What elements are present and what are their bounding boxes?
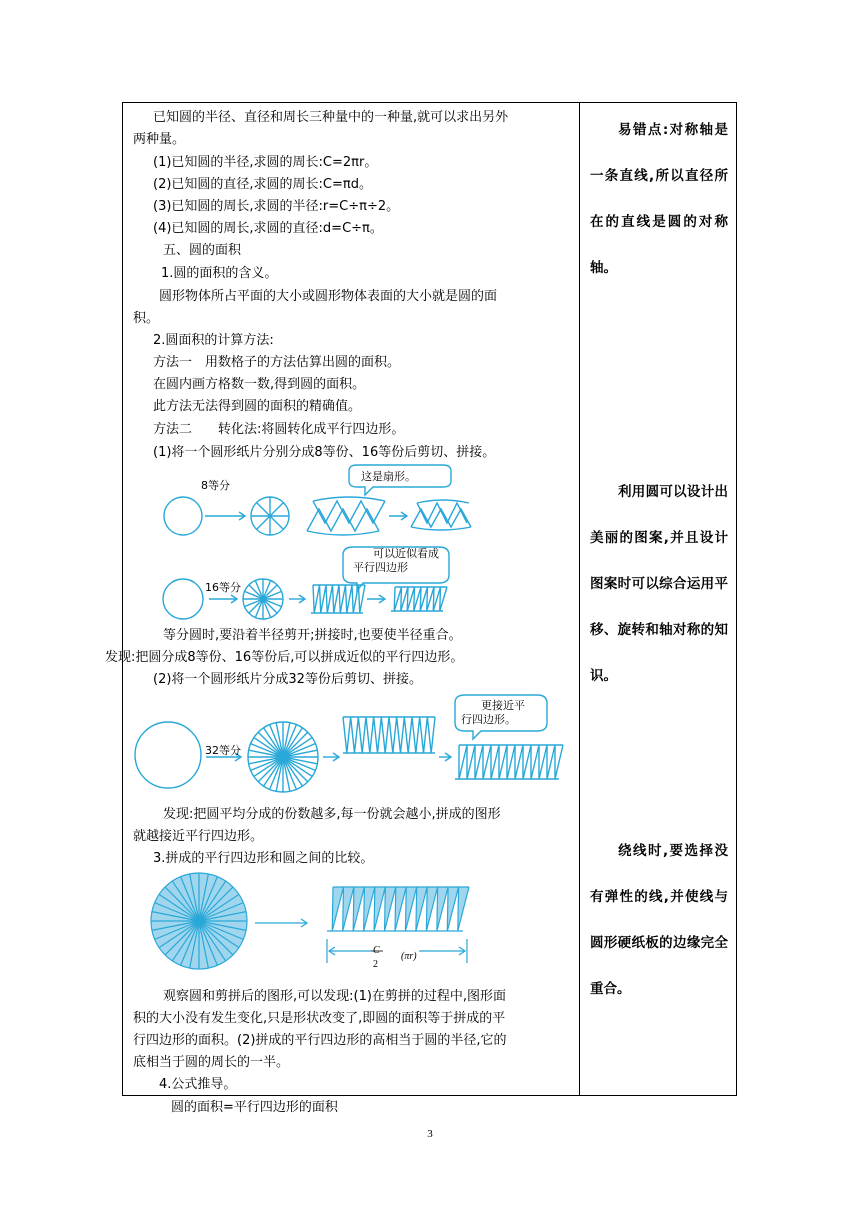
fraction-denominator: 2 — [373, 959, 378, 970]
subheading: 1.圆的面积的含义。 — [161, 266, 278, 281]
text-line: 圆的面积=平行四边形的面积 — [171, 1100, 338, 1115]
text-line: 就越接近平行四边形。 — [133, 829, 264, 844]
radii-8 — [251, 497, 289, 535]
parallelogram-16 — [391, 587, 447, 611]
label-32: 32等分 — [205, 744, 241, 757]
parallelogram-8 — [411, 500, 471, 530]
zigzag-edge — [394, 587, 447, 611]
main-column — [105, 103, 579, 1115]
text-line: 在圆内画方格数一数,得到圆的面积。 — [153, 377, 366, 392]
zigzag-edge — [459, 745, 563, 779]
radii-shaded — [151, 873, 247, 969]
bubble-text-16-a: 可以近似看成 — [373, 547, 439, 560]
shaded-parallelogram — [327, 887, 469, 931]
text-line: 行四边形的面积。(2)拼成的平行四边形的高相当于圆的半径,它的 — [133, 1033, 507, 1048]
radii-32 — [248, 722, 318, 792]
subheading: 3.拼成的平行四边形和圆之间的比较。 — [153, 851, 374, 866]
text-line: 圆形物体所占平面的大小或圆形物体表面的大小就是圆的面 — [159, 289, 498, 304]
circle-whole-3 — [135, 722, 201, 788]
text-line: 观察圆和剪拼后的图形,可以发现:(1)在剪拼的过程中,图形面 — [163, 989, 507, 1004]
text-line: 积。 — [133, 311, 160, 326]
text-line: (1)将一个圆形纸片分别分成8等份、16等份后剪切、拼接。 — [153, 445, 496, 460]
text-line: 等分圆时,要沿着半径剪开;拼接时,也要使半径重合。 — [163, 628, 462, 643]
bubble-text-32-b: 行四边形。 — [461, 713, 516, 726]
note-pattern-design: 利用圆可以设计出美丽的图案,并且设计图案时可以综合运用平移、旋转和轴对称的知识。 — [590, 484, 728, 684]
text-line: 已知圆的半径、直径和周长三种量中的一种量,就可以求出另外 — [153, 110, 509, 125]
zigzag-edge — [343, 717, 435, 753]
note-symmetry-axis: 易错点:对称轴是一条直线,所以直径所在的直线是圆的对称轴。 — [590, 122, 728, 276]
text-line: 此方法无法得到圆的面积的精确值。 — [153, 399, 362, 414]
text-line: 底相当于圆的周长的一半。 — [133, 1055, 290, 1070]
section-heading: 五、圆的面积 — [163, 243, 242, 258]
text-line: (2)将一个圆形纸片分成32等份后剪切、拼接。 — [153, 672, 422, 687]
sectors-32-arranged — [343, 717, 435, 753]
figure-circle-vs-parallelogram — [149, 869, 479, 979]
bubble-text-16-b: 平行四边形 — [353, 561, 408, 574]
content-table — [105, 102, 737, 1115]
text-line: 积的大小没有发生变化,只是形状改变了,即圆的面积等于拼成的平 — [133, 1011, 506, 1026]
subheading: 2.圆面积的计算方法: — [153, 333, 274, 348]
sectors-8-arranged — [307, 497, 385, 535]
bubble-text-8: 这是扇形。 — [361, 470, 416, 483]
fraction-numerator: C — [373, 945, 380, 956]
subheading: 4.公式推导。 — [159, 1077, 237, 1092]
circle-whole-2 — [163, 579, 203, 619]
text-line: (4)已知圆的周长,求圆的直径:d=C÷π。 — [153, 221, 383, 236]
label-8: 8等分 — [201, 479, 230, 492]
pi-r-label: (πr) — [401, 951, 417, 962]
label-16: 16等分 — [205, 581, 241, 594]
text-line: 两种量。 — [133, 132, 186, 147]
text-line: (2)已知圆的直径,求圆的周长:C=πd。 — [153, 177, 372, 192]
notes-column — [580, 103, 736, 1095]
bubble-text-32-a: 更接近平 — [481, 699, 525, 712]
page-number: 3 — [427, 1128, 433, 1140]
text-line: (1)已知圆的半径,求圆的周长:C=2πr。 — [153, 155, 378, 170]
text-line: 方法一 用数格子的方法估算出圆的面积。 — [153, 355, 401, 370]
zigzag-edge — [332, 887, 469, 931]
text-line: 发现:把圆分成8等份、16等份后,可以拼成近似的平行四边形。 — [105, 650, 464, 665]
note-winding-thread: 绕线时,要选择没有弹性的线,并使线与圆形硬纸板的边缘完全重合。 — [590, 843, 728, 997]
text-line: 发现:把圆平均分成的份数越多,每一份就会越小,拼成的图形 — [163, 807, 501, 822]
radii-16 — [243, 579, 283, 619]
parallelogram-32 — [455, 745, 563, 779]
text-line: (3)已知圆的周长,求圆的半径:r=C÷π÷2。 — [153, 199, 400, 214]
circle-whole — [164, 497, 202, 535]
text-line: 方法二 转化法:将圆转化成平行四边形。 — [153, 422, 405, 437]
